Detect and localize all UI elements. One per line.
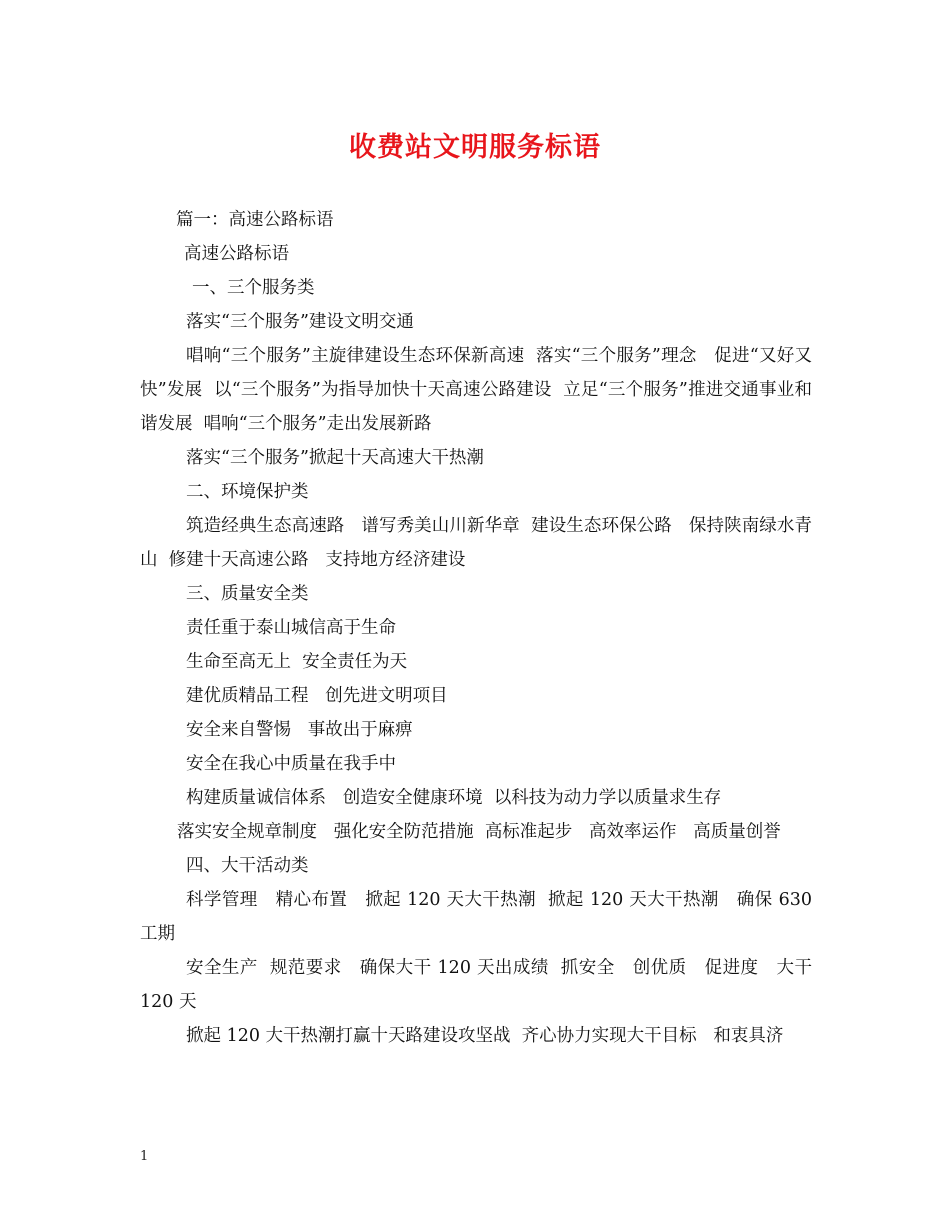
paragraph: 筑造经典生态高速路 谱写秀美山川新华章 建设生态环保公路 保持陕南绿水青山 修建十天高速公路 支持地方经济建设 (140, 516, 812, 570)
paragraph: 篇一：高速公路标语 (176, 210, 334, 230)
paragraph: 安全生产 规范要求 确保大干 120 天出成绩 抓安全 创优质 促进度 大干 120 天 (140, 958, 818, 1012)
document-title: 收费站文明服务标语 (349, 132, 601, 163)
paragraph: 科学管理 精心布置 掀起 120 天大干热潮 掀起 120 天大干热潮 确保 630 工期 (140, 890, 818, 944)
paragraph: 责任重于泰山城信高于生命 (186, 618, 396, 638)
paragraph: 四、大干活动类 (186, 856, 309, 876)
paragraph: 安全来自警惕 事故出于麻痹 (186, 720, 413, 740)
paragraph: 构建质量诚信体系 创造安全健康环境 以科技为动力学以质量求生存 (186, 788, 722, 808)
paragraph: 一、三个服务类 (192, 278, 315, 298)
paragraph: 建优质精品工程 创先进文明项目 (186, 686, 448, 706)
paragraph: 安全在我心中质量在我手中 (186, 754, 396, 774)
page-number: 1 (140, 1149, 149, 1164)
paragraph: 掀起 120 大干热潮打赢十天路建设攻坚战 齐心协力实现大干目标 和衷具济 (186, 1026, 784, 1046)
paragraph: 生命至高无上 安全责任为天 (186, 652, 408, 672)
paragraph: 二、环境保护类 (186, 482, 309, 502)
paragraph: 三、质量安全类 (186, 584, 309, 604)
paragraph: 唱响“三个服务”主旋律建设生态环保新高速 落实“三个服务”理念 促进“又好又快”发展 以“三个服务”为指导加快十天高速公路建设 立足“三个服务”推进交通事业和谐发展 唱响“三个服务”走出发展新路 (140, 346, 812, 434)
document-body (140, 203, 818, 1053)
paragraph: 高速公路标语 (184, 244, 289, 264)
paragraph: 落实“三个服务”掀起十天高速大干热潮 (186, 448, 484, 468)
paragraph: 落实“三个服务”建设文明交通 (186, 312, 414, 332)
paragraph: 落实安全规章制度 强化安全防范措施 高标准起步 高效率运作 高质量创誉 (177, 822, 781, 842)
